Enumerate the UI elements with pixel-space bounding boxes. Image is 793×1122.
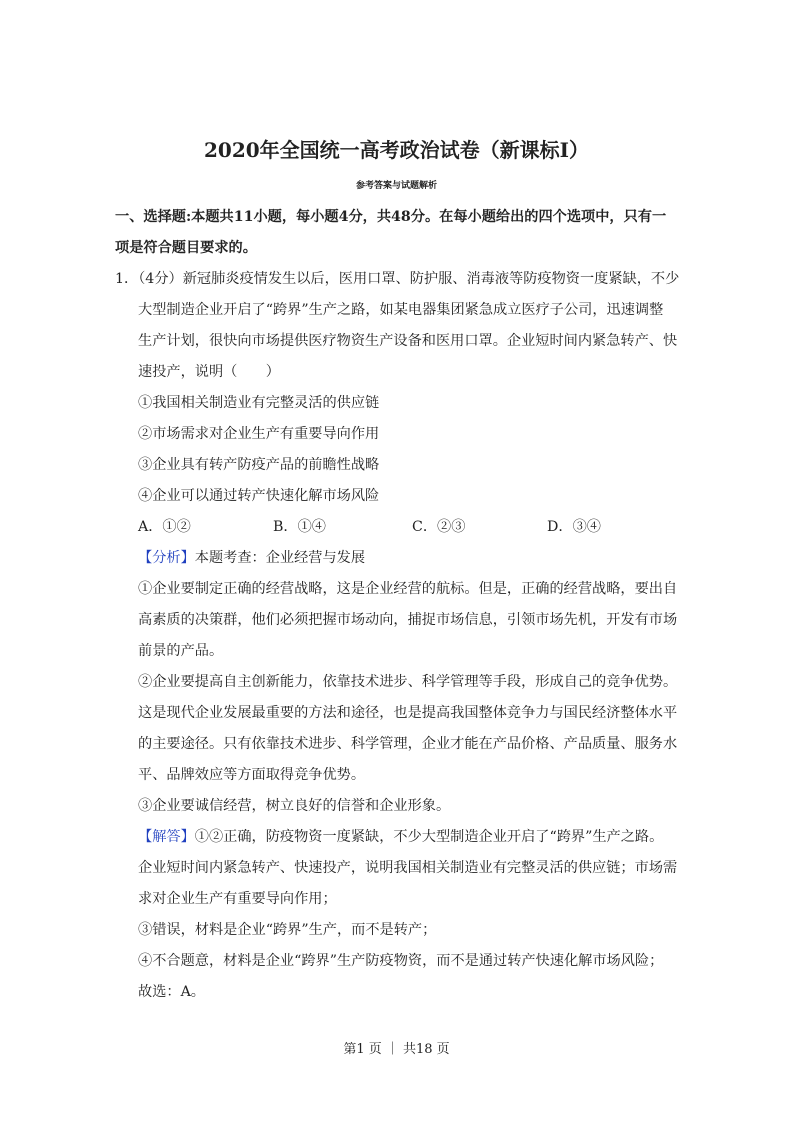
answer-line: 企业短时间内紧急转产、快速投产，说明我国相关制造业有完整灵活的供应链；市场需 (138, 860, 678, 876)
option-d: D．③④ (547, 519, 601, 535)
option-a: A．①② (138, 519, 191, 535)
option-c: C．②③ (412, 519, 466, 535)
option-b: B．①④ (273, 519, 326, 535)
analysis-line: ①企业要制定正确的经营战略，这是企业经营的航标。但是，正确的经营战略，要出自 (138, 581, 678, 597)
question-line: 生产计划，很快向市场提供医疗物资生产设备和医用口罩。企业短时间内紧急转产、快 (138, 333, 678, 349)
answer-line: ④不合题意，材料是企业“跨界”生产防疫物资，而不是通过转产快速化解市场风险； (138, 953, 664, 969)
section-heading-line: 项是符合题目要求的。 (115, 240, 257, 256)
question-line: 大型制造企业开启了“跨界”生产之路，如某电器集团紧急成立医疗子公司，迅速调整 (138, 302, 664, 318)
analysis-intro: 本题考查：企业经营与发展 (194, 550, 366, 566)
page-footer: 第1 页 ｜ 共18 页 (343, 1042, 450, 1057)
question-line: 1．（4分）新冠肺炎疫情发生以后，医用口罩、防护服、消毒液等防疫物资一度紧缺，不少 (115, 271, 680, 287)
analysis-line: 高素质的决策群，他们必须把握市场动向，捕捉市场信息，引领市场先机，开发有市场 (138, 612, 678, 628)
analysis-line: 平、品牌效应等方面取得竞争优势。 (138, 767, 366, 783)
statement: ④企业可以通过转产快速化解市场风险 (138, 488, 380, 504)
answer-tag: 【解答】 (138, 829, 195, 845)
analysis-line: ③企业要诚信经营，树立良好的信誉和企业形象。 (138, 798, 451, 814)
statement: ③企业具有转产防疫产品的前瞻性战略 (138, 457, 380, 473)
question-line: 速投产，说明（ ） (138, 364, 280, 380)
document-title: 2020年全国统一高考政治试卷（新课标Ⅰ） (203, 138, 590, 162)
answer-line: ③错误，材料是企业“跨界”生产，而不是转产； (138, 922, 437, 938)
analysis-line: 的主要途径。只有依靠技术进步、科学管理，企业才能在产品价格、产品质量、服务水 (138, 736, 678, 752)
statement: ①我国相关制造业有完整灵活的供应链 (138, 395, 380, 411)
statement: ②市场需求对企业生产有重要导向作用 (138, 426, 380, 442)
analysis-line: 这是现代企业发展最重要的方法和途径，也是提高我国整体竞争力与国民经济整体水平 (138, 705, 678, 721)
answer-line: 故选：A。 (138, 984, 205, 1000)
document-body (115, 202, 755, 1008)
answer-heading (138, 822, 755, 853)
section-heading-line: 一、选择题:本题共11小题，每小题4分，共48分。在每小题给出的四个选项中，只有一 (115, 209, 667, 225)
answer-options (138, 512, 755, 543)
analysis-heading (138, 543, 755, 574)
document-subtitle: 参考答案与试题解析 (355, 181, 437, 191)
answer-line: 求对企业生产有重要导向作用； (138, 891, 337, 907)
analysis-line: ②企业要提高自主创新能力，依靠技术进步、科学管理等手段，形成自己的竞争优势。 (138, 674, 678, 690)
analysis-line: 前景的产品。 (138, 643, 224, 659)
answer-first: ①②正确，防疫物资一度紧缺，不少大型制造企业开启了“跨界”生产之路。 (194, 829, 664, 845)
analysis-tag: 【分析】 (138, 550, 195, 566)
